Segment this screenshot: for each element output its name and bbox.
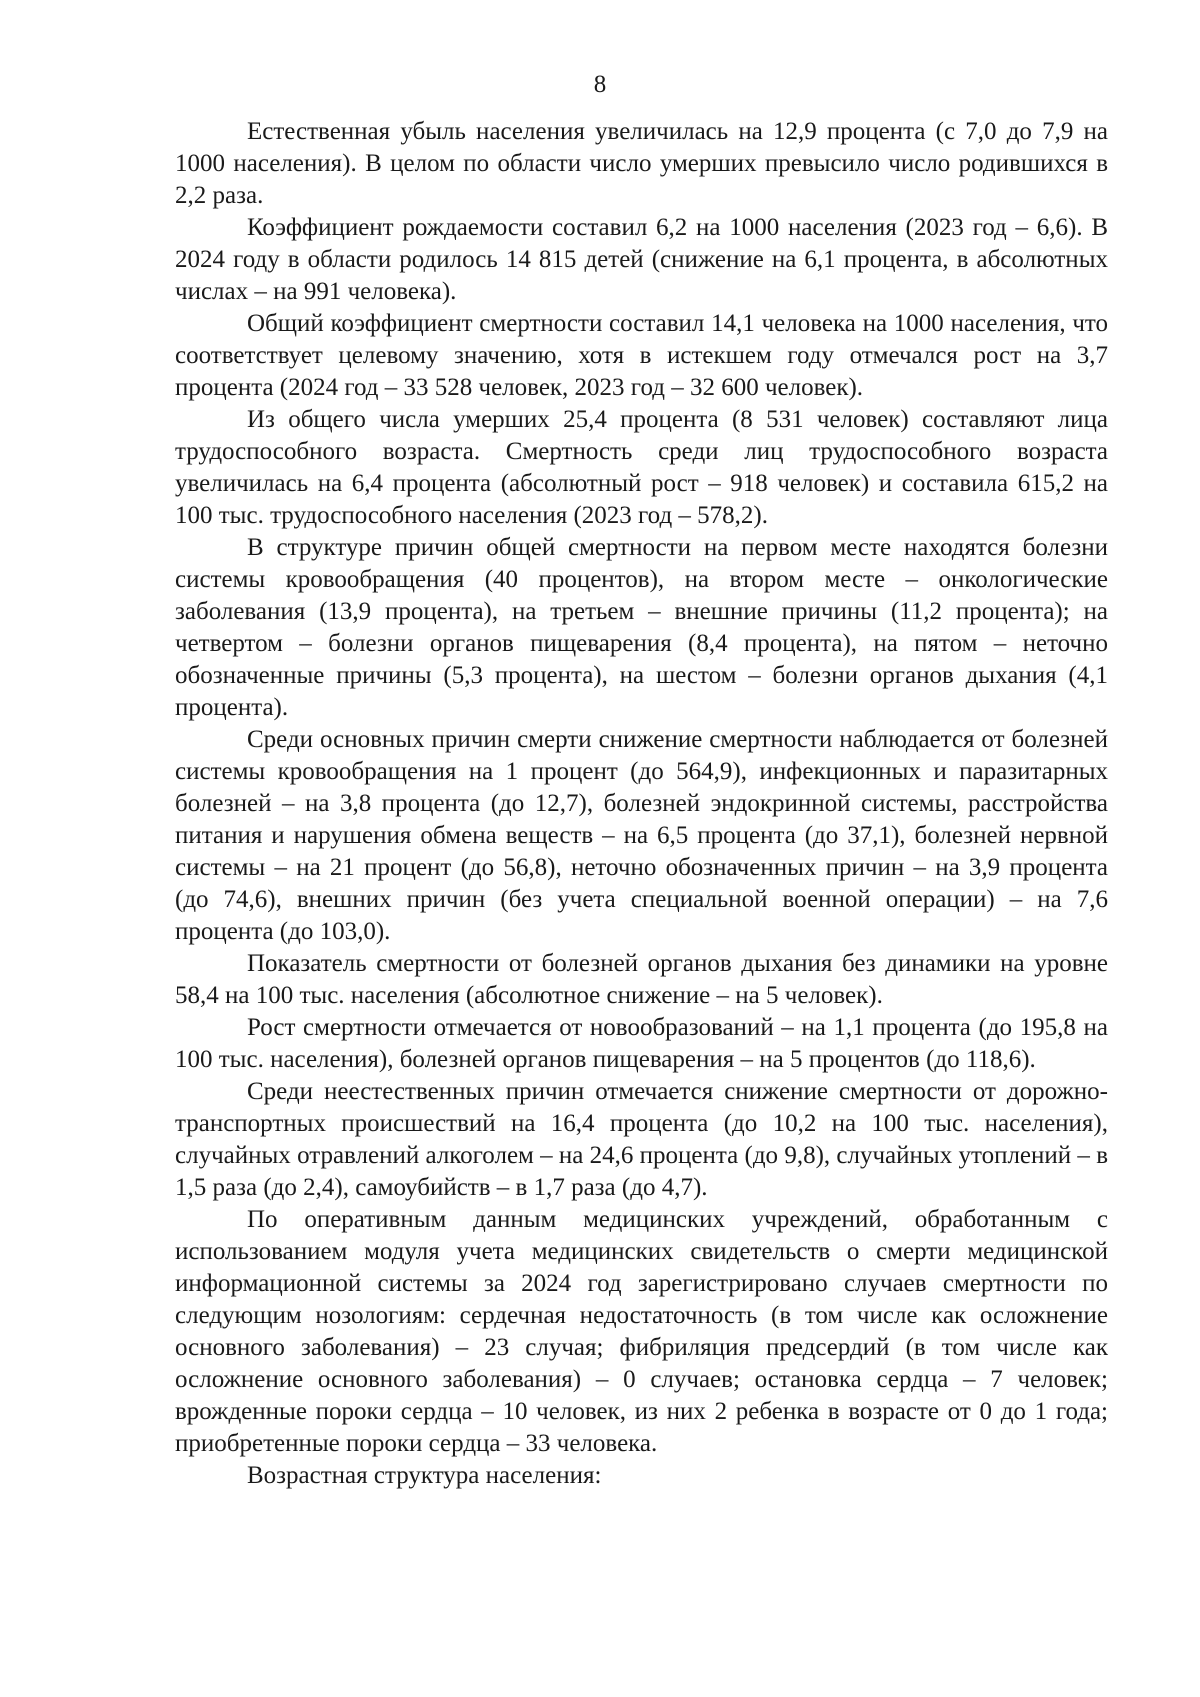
paragraph-mortality-decrease: Среди основных причин смерти снижение смертности наблюдается от болезней системы кровообращения на 1 процент (до 564,9), инфекционных и паразитарных болезней – на 3,8 процента (до 12,7), болезней эндокринной системы, расстройства питания и нарушения обмена веществ – на 6,5 процента (до 37,1), болезней нервной системы – на 21 процент (до 56,8), неточно обозначенных причин – на 3,9 процента (до 74,6), внешних причин (без учета специальной военной операции) – на 7,6 процента (до 103,0). xyxy=(175,726,1108,945)
paragraph-causes-structure: В структуре причин общей смертности на первом месте находятся болезни системы кровообращения (40 процентов), на втором месте – онкологические заболевания (13,9 процента), на третьем – внешние причины (11,2 процента); на четвертом – болезни органов пищеварения (8,4 процента), на пятом – неточно обозначенные причины (5,3 процента), на шестом – болезни органов дыхания (4,1 процента). xyxy=(175,534,1108,721)
paragraph-respiratory: Показатель смертности от болезней органов дыхания без динамики на уровне 58,4 на 100 тыс. населения (абсолютное снижение – на 5 человек). xyxy=(175,950,1108,1009)
paragraph-birth-rate: Коэффициент рождаемости составил 6,2 на 1000 населения (2023 год – 6,6). В 2024 году в области родилось 14 815 детей (снижение на 6,1 процента, в абсолютных числах – на 991 человека). xyxy=(175,214,1108,305)
page-number: 8 xyxy=(593,71,607,98)
paragraph-unnatural-causes: Среди неестественных причин отмечается снижение смертности от дорожно-транспортных происшествий на 16,4 процента (до 10,2 на 100 тыс. населения), случайных отравлений алкоголем – на 24,6 процента (до 9,8), случайных утоплений – в 1,5 раза (до 2,4), самоубийств – в 1,7 раза (до 4,7). xyxy=(175,1078,1108,1201)
document-body xyxy=(175,116,1108,1492)
paragraph-age-structure: Возрастная структура населения: xyxy=(247,1462,602,1489)
paragraph-mortality-rate: Общий коэффициент смертности составил 14,1 человека на 1000 населения, что соответствует целевому значению, хотя в истекшем году отмечался рост на 3,7 процента (2024 год – 33 528 человек, 2023 год – 32 600 человек). xyxy=(175,310,1108,401)
paragraph-mortality-growth: Рост смертности отмечается от новообразований – на 1,1 процента (до 195,8 на 100 тыс. населения), болезней органов пищеварения – на 5 процентов (до 118,6). xyxy=(175,1014,1108,1073)
paragraph-natural-decline: Естественная убыль населения увеличилась на 12,9 процента (с 7,0 до 7,9 на 1000 населения). В целом по области число умерших превысило число родившихся в 2,2 раза. xyxy=(175,118,1108,209)
paragraph-working-age-mortality: Из общего числа умерших 25,4 процента (8 531 человек) составляют лица трудоспособного возраста. Смертность среди лиц трудоспособного возраста увеличилась на 6,4 процента (абсолютный рост – 918 человек) и составила 615,2 на 100 тыс. трудоспособного населения (2023 год – 578,2). xyxy=(175,406,1108,529)
paragraph-nosologies: По оперативным данным медицинских учреждений, обработанным с использованием модуля учета медицинских свидетельств о смерти медицинской информационной системы за 2024 год зарегистрировано случаев смертности по следующим нозологиям: сердечная недостаточность (в том числе как осложнение основного заболевания) – 23 случая; фибриляция предсердий (в том числе как осложнение основного заболевания) – 0 случаев; остановка сердца – 7 человек; врожденные пороки сердца – 10 человек, из них 2 ребенка в возрасте от 0 до 1 года; приобретенные пороки сердца – 33 человека. xyxy=(175,1206,1108,1457)
